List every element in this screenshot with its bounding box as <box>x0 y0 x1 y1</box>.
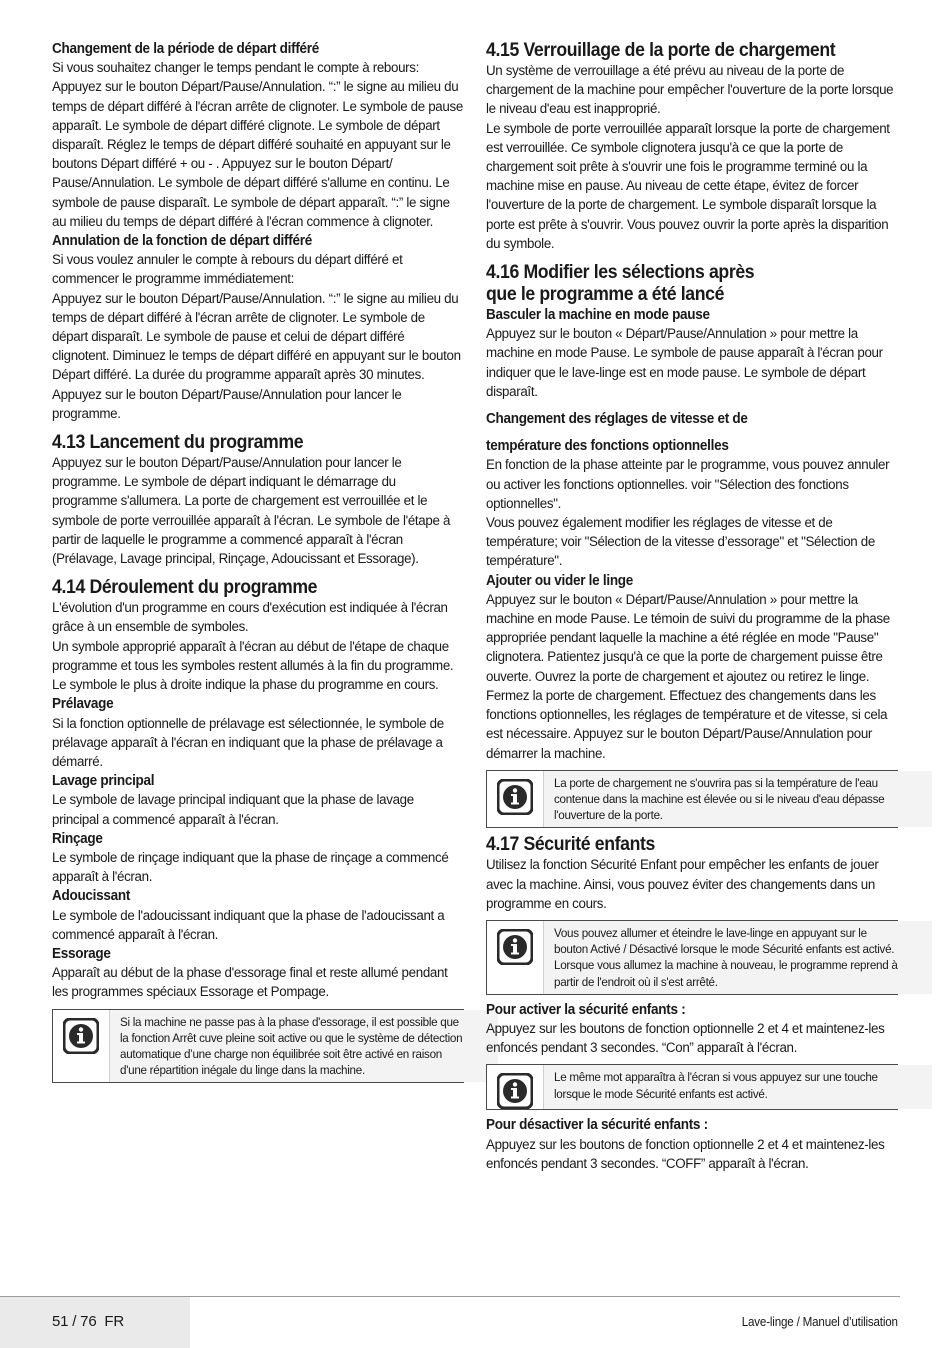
info-icon <box>497 929 533 965</box>
rinse-heading: Rinçage <box>52 830 103 847</box>
section-4-16-heading-line2: que le programme a été lancé <box>486 284 725 306</box>
softener-heading: Adoucissant <box>52 888 131 905</box>
section-4-16-heading-line1: 4.16 Modifier les sélections après <box>486 262 755 284</box>
prewash-text: Si la fonction optionnelle de prélavage est sélectionnée, le symbole de prélavage apparaît à l'écran en indiquant que la phase de prélavage a démarré. <box>52 715 444 770</box>
settings-text: En fonction de la phase atteinte par le programme, vous pouvez annuler ou activer les fonctions optionnelles. voir "Sélection des fonctions optionnelles". Vous pouvez également modifier les réglages de vitesse et de température; voir "Sélection de la vitesse d’essorage" et "Sélection de température". <box>486 457 890 570</box>
rinse-text: Le symbole de rinçage indiquant que la phase de rinçage a commencé apparaît à l'écran. <box>52 849 449 886</box>
note-icon-cell <box>487 1065 544 1109</box>
pause-text: Appuyez sur le bouton « Départ/Pause/Annulation » pour mettre la machine en mode Pause. Le symbole de pause apparaît à l'écran pour indiquer que le lave-linge est en mode pause. Le symbole de départ disparaît. <box>486 326 883 400</box>
delay-change-heading: Changement de la période de départ différé <box>52 41 320 57</box>
section-4-13-text: Appuyez sur le bouton Départ/Pause/Annulation pour lancer le programme. Le symbole de départ indiquant le démarrage du programme s'allumera. La porte de chargement est verrouillée et le symbole de porte verrouillée apparaît à l'écran. Le symbole de l'étape à partir de laquelle le programme a commencé apparaît à l'écran (Prélavage, Lavage principal, Rinçage, Adoucissant et Essorage). <box>52 455 451 568</box>
note-box-spin <box>52 1009 464 1084</box>
prewash-heading: Prélavage <box>52 696 114 713</box>
laundry-heading: Ajouter ou vider le linge <box>486 572 634 589</box>
activate-text: Appuyez sur les boutons de fonction optionnelle 2 et 4 et maintenez-les enfoncés pendant 3 secondes. “Con” apparaît à l'écran. <box>486 1020 885 1057</box>
note-icon-cell <box>53 1010 110 1083</box>
delay-cancel-text: Si vous voulez annuler le compte à rebours du départ différé et commencer le programme immédiatement: Appuyez sur le bouton Départ/Pause/Annulation. “:” le signe au milieu du temps de départ différé à l'écran arrête de clignoter. Le symbole de départ disparaît. Le symbole de pause et celui de départ différé clignotent. Diminuez le temps de départ différé en appuyant sur le bouton Départ différé. La durée du programme apparaît après 30 minutes. Appuyez sur le bouton Départ/Pause/Annulation pour lancer le programme. <box>52 252 461 422</box>
deactivate-text: Appuyez sur les boutons de fonction optionnelle 2 et 4 et maintenez-les enfoncés pendant 3 secondes. “COFF” apparaît à l'écran. <box>486 1136 885 1172</box>
mainwash-text: Le symbole de lavage principal indiquant que la phase de lavage principal a commencé apparaît à l'écran. <box>52 792 414 828</box>
section-4-14-heading: 4.14 Déroulement du programme <box>52 577 318 599</box>
section-4-15-text: Un système de verrouillage a été prévu au niveau de la porte de chargement de la machine pour empêcher l'ouverture de la porte lorsque le niveau d'eau est inapproprié. Le symbole de porte verrouillée apparaît lorsque la porte de chargement est verrouillée. Ce symbole clignotera jusqu'à ce que la porte de chargement soit prête à s'ouvrir une fois le programme terminé ou la machine mise en pause. Au niveau de cette étape, évitez de forcer l'ouverture de la porte de chargement. Le symbole disparaît lorsque la porte est prête à s'ouvrir. Vous pouvez ouvrir la porte après la disparition du symbole. <box>486 63 894 252</box>
delay-change-text: Si vous souhaitez changer le temps pendant le compte à rebours: Appuyez sur le bouton Départ/Pause/Annulation. “:” le signe au milieu du temps de départ différé à l'écran arrête de clignoter. Le symbole de pause apparaît. Le symbole de départ différé clignote. Le symbole de départ disparaît. Réglez le temps de départ différé souhaité en appuyant sur le boutons Départ différé + ou - . Appuyez sur le bouton Départ/ Pause/Annulation. Le symbole de départ différé s'allume en continu. Le symbole de pause disparaît. Le symbole de départ apparaît. “:” le signe au milieu du temps de départ différé à l'écran commence à clignoter. <box>52 60 463 230</box>
page-number: 51 / 76 FR <box>52 1313 125 1330</box>
note-text: La porte de chargement ne s'ouvrira pas si la température de l'eau contenue dans la machine est élevée ou si le niveau d'eau dépasse l'ouverture de la porte. <box>544 771 932 828</box>
section-4-14-text: L'évolution d'un programme en cours d'exécution est indiquée à l'écran grâce à un ensemble de symboles. Un symbole approprié apparaît à l'écran au début de l'étape de chaque programme et tous les symboles restent allumés à la fin du programme. Le symbole le plus à droite indique la phase du programme en cours. <box>52 600 454 694</box>
spin-text: Apparaît au début de la phase d'essorage final et reste allumé pendant les programmes spéciaux Essorage et Pompage. <box>52 965 448 1001</box>
activate-heading: Pour activer la sécurité enfants : <box>486 1001 686 1018</box>
note-icon-cell <box>487 771 544 828</box>
info-icon <box>63 1018 99 1054</box>
laundry-text: Appuyez sur le bouton « Départ/Pause/Annulation » pour mettre la machine en mode Pause. Le témoin de suivi du programme de la phase appropriée pendant laquelle la machine a été réglée en mode "Pause" clignotera. Patientez jusqu'à ce que la porte de chargement puisse être ouverte. Ouvrez la porte de chargement et ajoutez ou retirez le linge. Fermez la porte de chargement. Effectuez des changements dans les fonctions optionnelles, les réglages de température et de vitesse, si cela est nécessaire. Appuyez sur le bouton Départ/Pause/Annulation pour démarrer la machine. <box>486 591 890 762</box>
deactivate-heading: Pour désactiver la sécurité enfants : <box>486 1117 708 1134</box>
right-column <box>486 40 898 1174</box>
note-text: Le même mot apparaîtra à l'écran si vous appuyez sur une touche lorsque le mode Sécurité enfants est activé. <box>544 1065 932 1109</box>
note-box-child-lock <box>486 920 898 995</box>
softener-text: Le symbole de l'adoucissant indiquant que la phase de l'adoucissant a commencé apparaît à l'écran. <box>52 907 445 943</box>
settings-heading-line1: Changement des réglages de vitesse et de <box>486 411 748 428</box>
note-text: Vous pouvez allumer et éteindre le lave-linge en appuyant sur le bouton Activé / Désactivé lorsque le mode Sécurité enfants est activé. Lorsque vous allumez la machine à nouveau, le programme reprend à partir de l'endroit où il s'est arrêté. <box>544 921 932 994</box>
note-box-door <box>486 770 898 829</box>
manual-title: Lave-linge / Manuel d’utilisation <box>741 1315 898 1329</box>
pause-heading: Basculer la machine en mode pause <box>486 307 710 324</box>
section-4-17-text: Utilisez la fonction Sécurité Enfant pour empêcher les enfants de jouer avec la machine. Ainsi, vous pouvez éviter des changements dans un programme en cours. <box>486 857 879 912</box>
info-icon <box>497 779 533 815</box>
info-icon <box>497 1073 533 1109</box>
section-4-15-heading: 4.15 Verrouillage de la porte de chargement <box>486 40 836 61</box>
settings-heading-line2: température des fonctions optionnelles <box>486 438 729 455</box>
section-4-17-heading: 4.17 Sécurité enfants <box>486 834 655 856</box>
note-box-same-word <box>486 1064 898 1110</box>
mainwash-heading: Lavage principal <box>52 773 155 790</box>
note-text: Si la machine ne passe pas à la phase d'essorage, il est possible que la fonction Arrêt cuve pleine soit active ou que le système de détection automatique d’une charge non équilibrée soit être activé en raison d'une répartition inégale du linge dans la machine. <box>110 1010 498 1083</box>
section-4-13-heading: 4.13 Lancement du programme <box>52 432 304 454</box>
delay-cancel-heading: Annulation de la fonction de départ différé <box>52 233 312 250</box>
note-icon-cell <box>487 921 544 994</box>
spin-heading: Essorage <box>52 945 111 962</box>
left-column <box>52 40 464 1089</box>
